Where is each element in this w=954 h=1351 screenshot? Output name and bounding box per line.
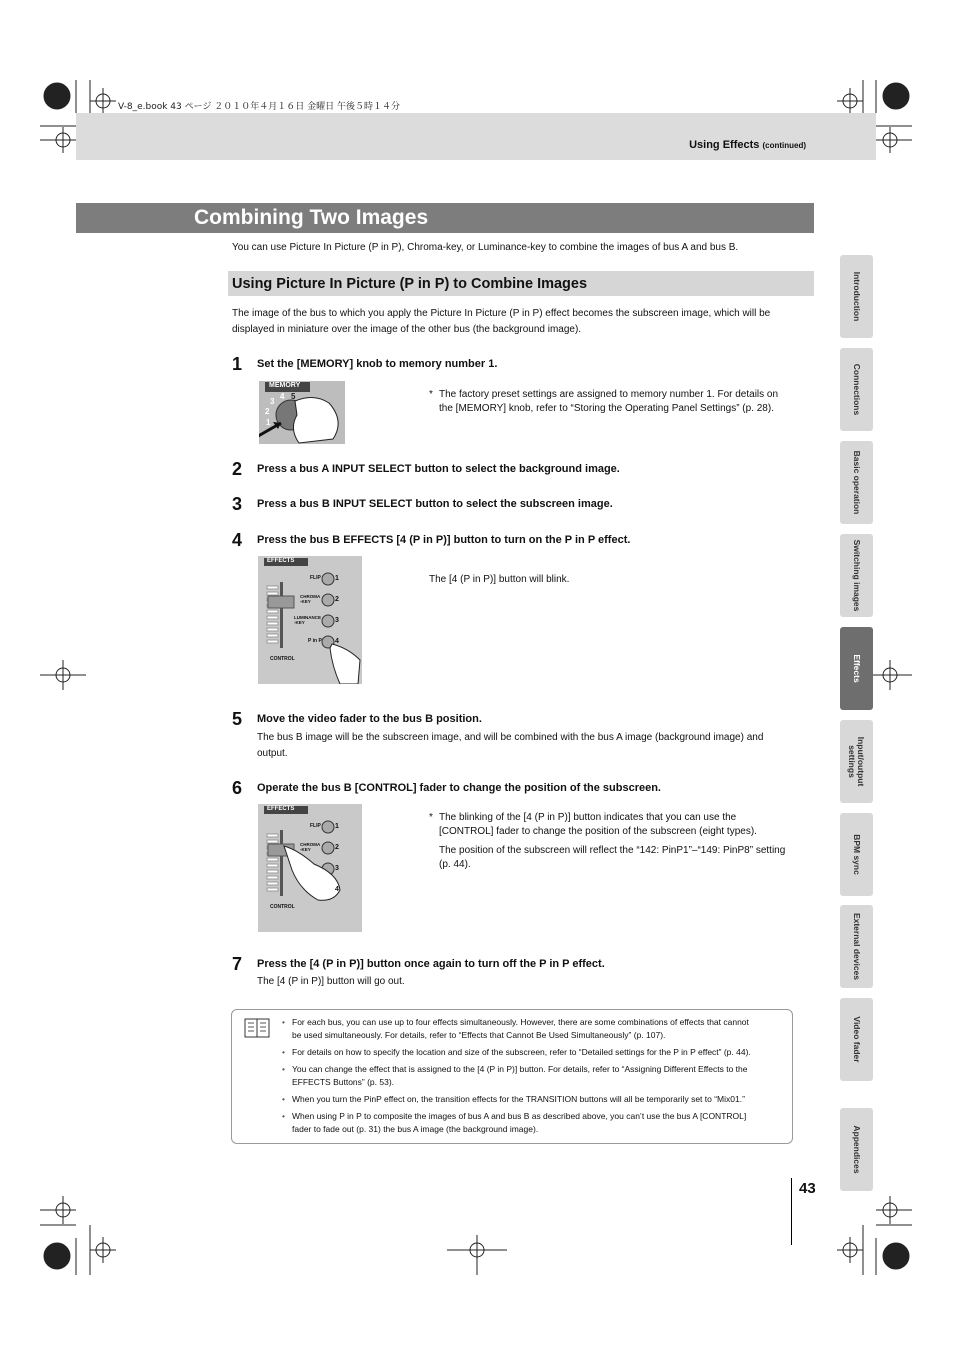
effects-header: EFFECTS [267, 806, 295, 812]
print-info: V-8_e.book 43 ページ ２０１０年４月１６日 金曜日 午後５時１４分 [118, 102, 401, 112]
memo-item: • When using P in P to composite the images of bus A and bus B as described above, you can’t use the bus A [CONTROL] fader to fade out (p. 31) the bus A image (the background image). [292, 1110, 782, 1136]
step6-note-position: The position of the subscreen will reflect the “142: PinP1”–“149: PinP8” setting (p. 44). [439, 845, 786, 870]
step5-description: The bus B image will be the subscreen image, and will be combined with the bus A image (background image) and output. [257, 732, 764, 759]
side-tab-video-fader[interactable]: Video fader [840, 998, 873, 1081]
side-tab-external-devices[interactable]: External devices [840, 905, 873, 988]
title-bar [76, 203, 814, 233]
effects-header: EFFECTS [267, 558, 295, 564]
memo-item: • For details on how to specify the location and size of the subscreen, refer to “Detailed settings for the P in P effect” (p. 44). [292, 1046, 782, 1059]
header-band [76, 113, 876, 160]
effect-number-2: 2 [335, 596, 339, 603]
subsection-title: Using Picture In Picture (P in P) to Combine Images [232, 276, 588, 292]
chroma-key-label: CHROMA -KEY [300, 594, 321, 604]
memo-item: • For each bus, you can use up to four effects simultaneously. However, there are some combinations of effects that cannot be used simultaneously. For details, refer to “Effects that Cannot Be Used Simultaneously” (p. 107). [292, 1016, 782, 1042]
step-text: Set the [MEMORY] knob to memory number 1. [257, 358, 498, 370]
memory-knob-illustration [259, 381, 345, 444]
side-tab-introduction[interactable]: Introduction [840, 255, 873, 338]
effect-number-4: 4 [335, 886, 339, 893]
side-tab-basic-operation[interactable]: Basic operation [840, 441, 873, 524]
side-tab-bpm-sync[interactable]: BPM sync [840, 813, 873, 896]
effects-panel-control-illustration [258, 804, 362, 932]
step-number: 3 [232, 494, 243, 514]
memory-number-2: 2 [265, 407, 270, 416]
effect-number-1: 1 [335, 823, 339, 830]
asterisk-mark: * [429, 389, 433, 400]
page-title: Combining Two Images [194, 206, 429, 229]
book-icon [244, 1018, 270, 1038]
step-number: 2 [232, 459, 243, 479]
memory-knob-drawing [259, 381, 345, 444]
step-number: 1 [232, 354, 243, 374]
running-header [689, 139, 806, 151]
step1-note: The factory preset settings are assigned to memory number 1. For details on the [MEMORY] knob, refer to “Storing the Operating Panel Settings” (p. 28). [439, 389, 779, 414]
memo-box [231, 1009, 793, 1144]
effect-number-1: 1 [335, 575, 339, 582]
step6-note: The blinking of the [4 (P in P)] button indicates that you can use the [CONTROL] fader to change the position of the subscreen (eight types). [439, 812, 757, 837]
side-tab-switching-images[interactable]: Switching images [840, 534, 873, 617]
step7-description: The [4 (P in P)] button will go out. [257, 976, 405, 987]
side-tab-effects[interactable]: Effects [840, 627, 873, 710]
effect-number-4: 4 [335, 638, 339, 645]
effect-number-2: 2 [335, 844, 339, 851]
step-text: Press the bus B EFFECTS [4 (P in P)] button to turn on the P in P effect. [257, 534, 631, 546]
memory-number-3: 3 [270, 397, 275, 406]
control-label: CONTROL [270, 904, 295, 910]
step-text: Press a bus A INPUT SELECT button to select the background image. [257, 463, 620, 475]
side-tab-appendices[interactable]: Appendices [840, 1108, 873, 1191]
header-continued: (continued) [762, 141, 806, 150]
side-tab-connections[interactable]: Connections [840, 348, 873, 431]
intro-text: You can use Picture In Picture (P in P), Chroma-key, or Luminance-key to combine the images of bus A and bus B. [232, 242, 739, 253]
effects-panel-illustration [258, 556, 362, 684]
memory-number-5: 5 [291, 392, 296, 401]
step-number: 5 [232, 709, 243, 729]
chroma-key-label: CHROMA -KEY [300, 842, 321, 852]
step-text: Press the [4 (P in P)] button once again to turn off the P in P effect. [257, 958, 605, 970]
memory-label: MEMORY [269, 382, 301, 389]
effect-number-3: 3 [335, 865, 339, 872]
memory-number-4: 4 [280, 392, 285, 401]
subsection-paragraph: The image of the bus to which you apply the Picture In Picture (P in P) effect becomes the subscreen image, which will be displayed in miniature over the image of the other bus (the background image). [232, 308, 771, 335]
flip-label: FLIP [310, 575, 321, 581]
step4-note: The [4 (P in P)] button will blink. [429, 574, 570, 585]
step-text: Move the video fader to the bus B position. [257, 713, 482, 725]
step-number: 7 [232, 954, 243, 974]
page-number-rule [791, 1178, 792, 1245]
effect-number-3: 3 [335, 617, 339, 624]
step-text: Press a bus B INPUT SELECT button to select the subscreen image. [257, 498, 613, 510]
memo-item: • You can change the effect that is assigned to the [4 (P in P)] button. For details, refer to “Assigning Different Effects to the EFFECTS Buttons” (p. 53). [292, 1063, 782, 1089]
control-label: CONTROL [270, 656, 295, 662]
memo-item: • When you turn the PinP effect on, the transition effects for the TRANSITION buttons will all be temporarily set to “Mix01.” [292, 1093, 782, 1106]
page-number: 43 [799, 1180, 816, 1197]
asterisk-mark: * [429, 812, 433, 823]
side-tab-input-output-settings[interactable]: Input/output settings [840, 720, 873, 803]
step-number: 4 [232, 530, 243, 550]
step-text: Operate the bus B [CONTROL] fader to change the position of the subscreen. [257, 782, 661, 794]
pinp-label: P in P [308, 638, 322, 644]
step-number: 6 [232, 778, 243, 798]
luminance-key-label: LUMINANCE -KEY [294, 615, 321, 625]
memory-number-1: 1 [266, 418, 271, 427]
flip-label: FLIP [310, 823, 321, 829]
header-section: Using Effects [689, 139, 760, 151]
